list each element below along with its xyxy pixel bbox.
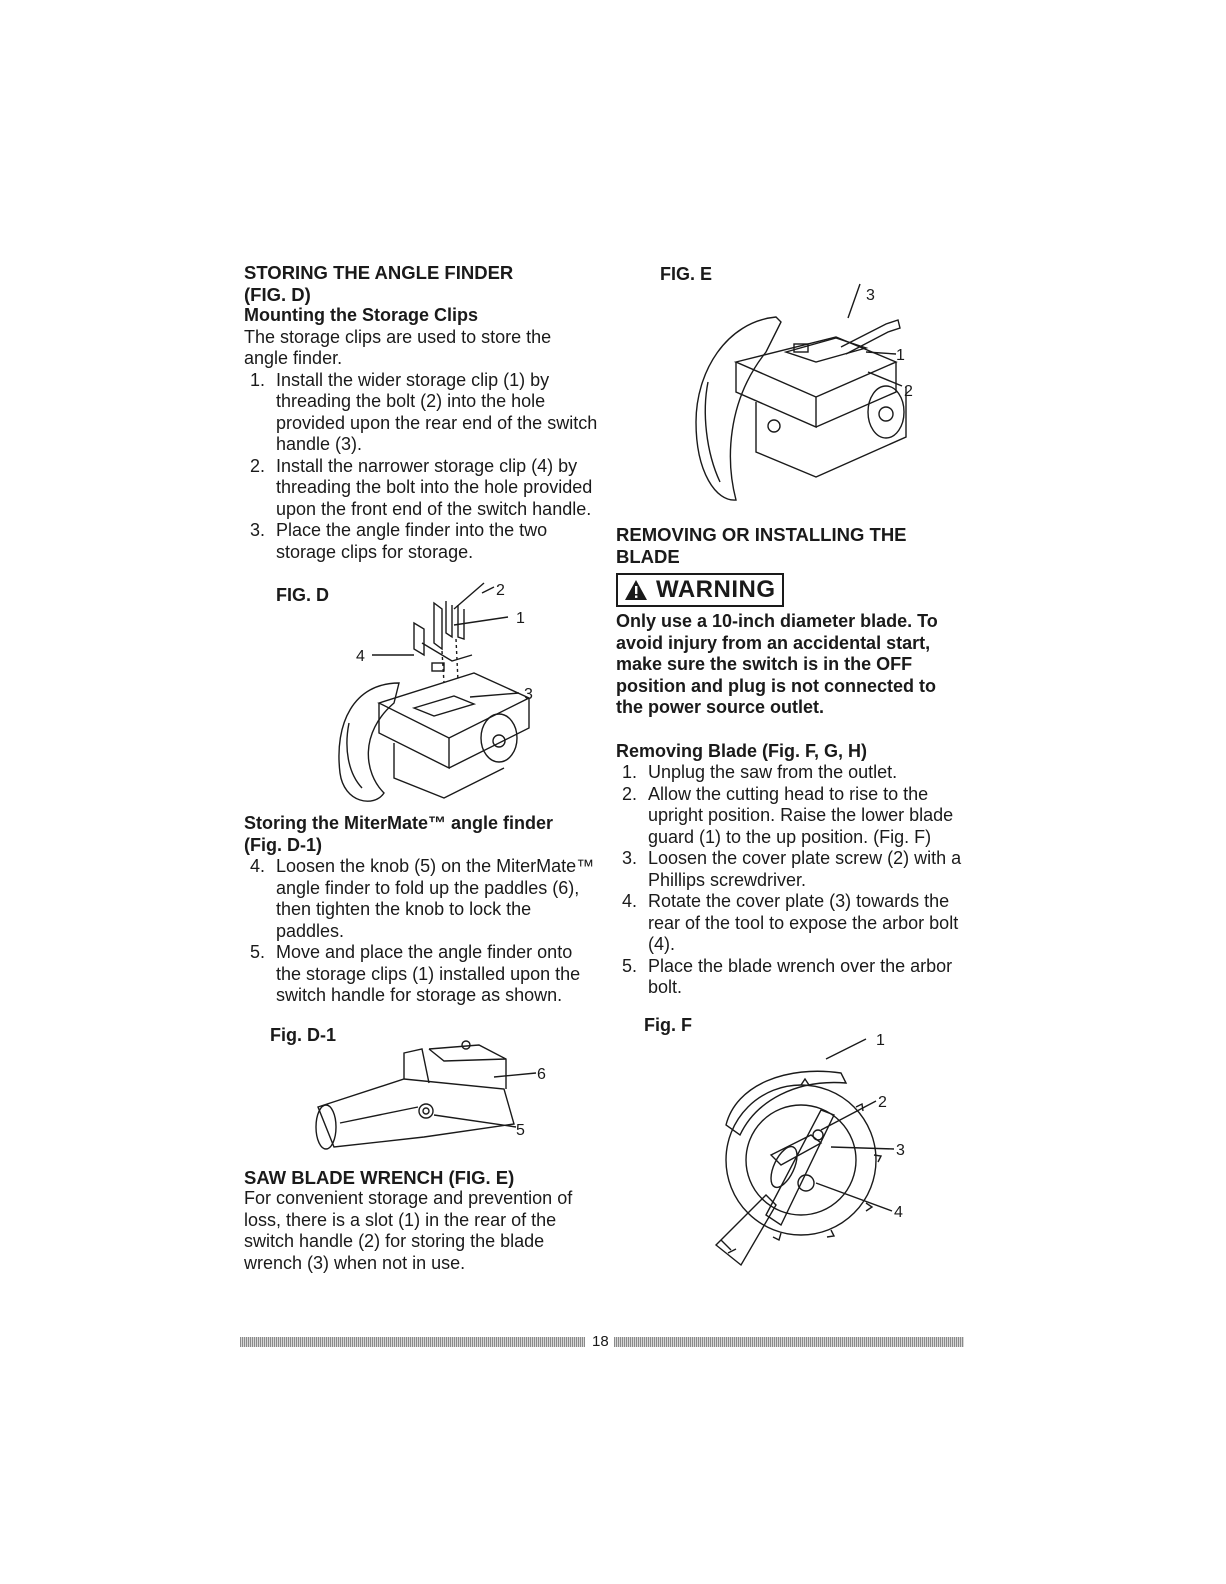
warning-label: WARNING <box>656 576 776 604</box>
step-number: 1. <box>622 762 638 782</box>
mitermate-steps-list <box>244 856 599 1007</box>
step-text: Install the wider storage clip (1) by threading the bolt (2) into the hole provided upon the rear end of the switch handle (3). <box>276 369 598 454</box>
step-text: Loosen the knob (5) on the MiterMate™ angle finder to fold up the paddles (6), then tighten the knob to lock the paddles. <box>276 856 595 941</box>
list-item <box>616 784 966 849</box>
list-item <box>244 856 599 942</box>
heading-saw-blade-wrench: SAW BLADE WRENCH (FIG. E) <box>244 1166 515 1188</box>
list-item <box>616 848 966 891</box>
list-item <box>616 891 966 956</box>
fig-d1-callout-6: 6 <box>537 1065 546 1083</box>
fig-e-callout-2: 2 <box>904 383 913 400</box>
fig-d1-callout-5: 5 <box>516 1121 525 1139</box>
step-number: 5. <box>250 942 266 962</box>
step-text: Unplug the saw from the outlet. <box>648 762 898 782</box>
fig-d1-illustration <box>244 1019 599 1159</box>
fig-f-callout-3: 3 <box>896 1141 905 1159</box>
fig-e-callout-1: 1 <box>896 347 905 364</box>
list-item <box>616 762 966 784</box>
fig-f-illustration <box>616 1015 966 1285</box>
step-text: Allow the cutting head to rise to the upright position. Raise the lower blade guard (1) to the up position. (Fig. F) <box>648 783 954 847</box>
step-number: 4. <box>622 891 638 911</box>
fig-d-callout-4: 4 <box>356 648 365 665</box>
fig-e-callout-3: 3 <box>866 287 875 304</box>
step-number: 3. <box>250 520 266 540</box>
removing-steps-list <box>616 762 966 999</box>
fig-d-callout-1: 1 <box>516 610 525 627</box>
step-text: Move and place the angle finder onto the storage clips (1) installed upon the switch handle for storage as shown. <box>276 942 581 1005</box>
figure-d1 <box>244 1019 599 1159</box>
step-number: 3. <box>622 848 638 868</box>
fig-e-label: FIG. E <box>660 264 713 284</box>
fig-d1-label: Fig. D-1 <box>270 1024 336 1045</box>
step-text: Loosen the cover plate screw (2) with a Phillips screwdriver. <box>648 848 962 890</box>
figure-d <box>244 573 599 811</box>
step-text: Rotate the cover plate (3) towards the rear of the tool to expose the arbor bolt (4). <box>648 891 959 954</box>
heading-storing-fig-ref: (FIG. D) <box>244 283 311 305</box>
step-text: Place the angle finder into the two storage clips for storage. <box>276 520 548 562</box>
fig-e-illustration <box>616 262 966 524</box>
subheading-removing-blade: Removing Blade (Fig. F, G, H) <box>616 740 868 761</box>
subheading-mounting-clips: Mounting the Storage Clips <box>244 305 478 325</box>
subheading-mitermate: Storing the MiterMate™ angle finder <box>244 813 554 833</box>
fig-d-callout-2: 2 <box>496 582 505 599</box>
step-text: Install the narrower storage clip (4) by threading the bolt into the hole provided upon the front end of the switch handle. <box>276 455 593 519</box>
heading-storing-angle-finder: STORING THE ANGLE FINDER <box>244 262 514 283</box>
figure-e <box>616 262 966 524</box>
subheading-mitermate-fig-ref: (Fig. D-1) <box>244 834 322 855</box>
right-column <box>616 262 966 1285</box>
left-column <box>244 262 599 1274</box>
page-number: 18 <box>592 1333 609 1350</box>
warning-box <box>616 573 784 607</box>
fig-d-label: FIG. D <box>276 585 329 605</box>
heading-blade-line2: BLADE <box>616 545 680 567</box>
list-item <box>244 370 599 456</box>
warning-triangle-icon <box>624 579 648 601</box>
footer-rule-left <box>240 1337 585 1347</box>
step-number: 5. <box>622 955 638 976</box>
list-item <box>244 456 599 521</box>
heading-removing-installing-blade: REMOVING OR INSTALLING THE <box>616 524 907 545</box>
step-number: 4. <box>250 856 266 876</box>
mounting-steps-list <box>244 370 599 564</box>
fig-f-label: Fig. F <box>644 1014 692 1035</box>
fig-f-callout-2: 2 <box>878 1093 887 1111</box>
warning-text: Only use a 10-inch diameter blade. To avoid injury from an accidental start, make sure the switch is in the OFF position and plug is not connected to the power source outlet. <box>616 611 938 717</box>
step-number: 2. <box>250 455 266 476</box>
list-item <box>244 942 599 1007</box>
list-item <box>616 956 966 999</box>
figure-f <box>616 1015 966 1285</box>
wrench-paragraph: For convenient storage and prevention of loss, there is a slot (1) in the rear of the switch handle (2) for storing the blade wrench (3) when not in use. <box>244 1188 573 1273</box>
list-item <box>244 520 599 563</box>
intro-paragraph: The storage clips are used to store the angle finder. <box>244 326 552 368</box>
fig-f-callout-1: 1 <box>876 1031 885 1049</box>
fig-d-illustration <box>244 573 599 811</box>
step-number: 1. <box>250 369 266 390</box>
step-text: Place the blade wrench over the arbor bolt. <box>648 955 953 997</box>
footer-rule-right <box>614 1337 964 1347</box>
fig-d-callout-3: 3 <box>524 686 533 703</box>
fig-f-callout-4: 4 <box>894 1203 903 1221</box>
step-number: 2. <box>622 783 638 804</box>
